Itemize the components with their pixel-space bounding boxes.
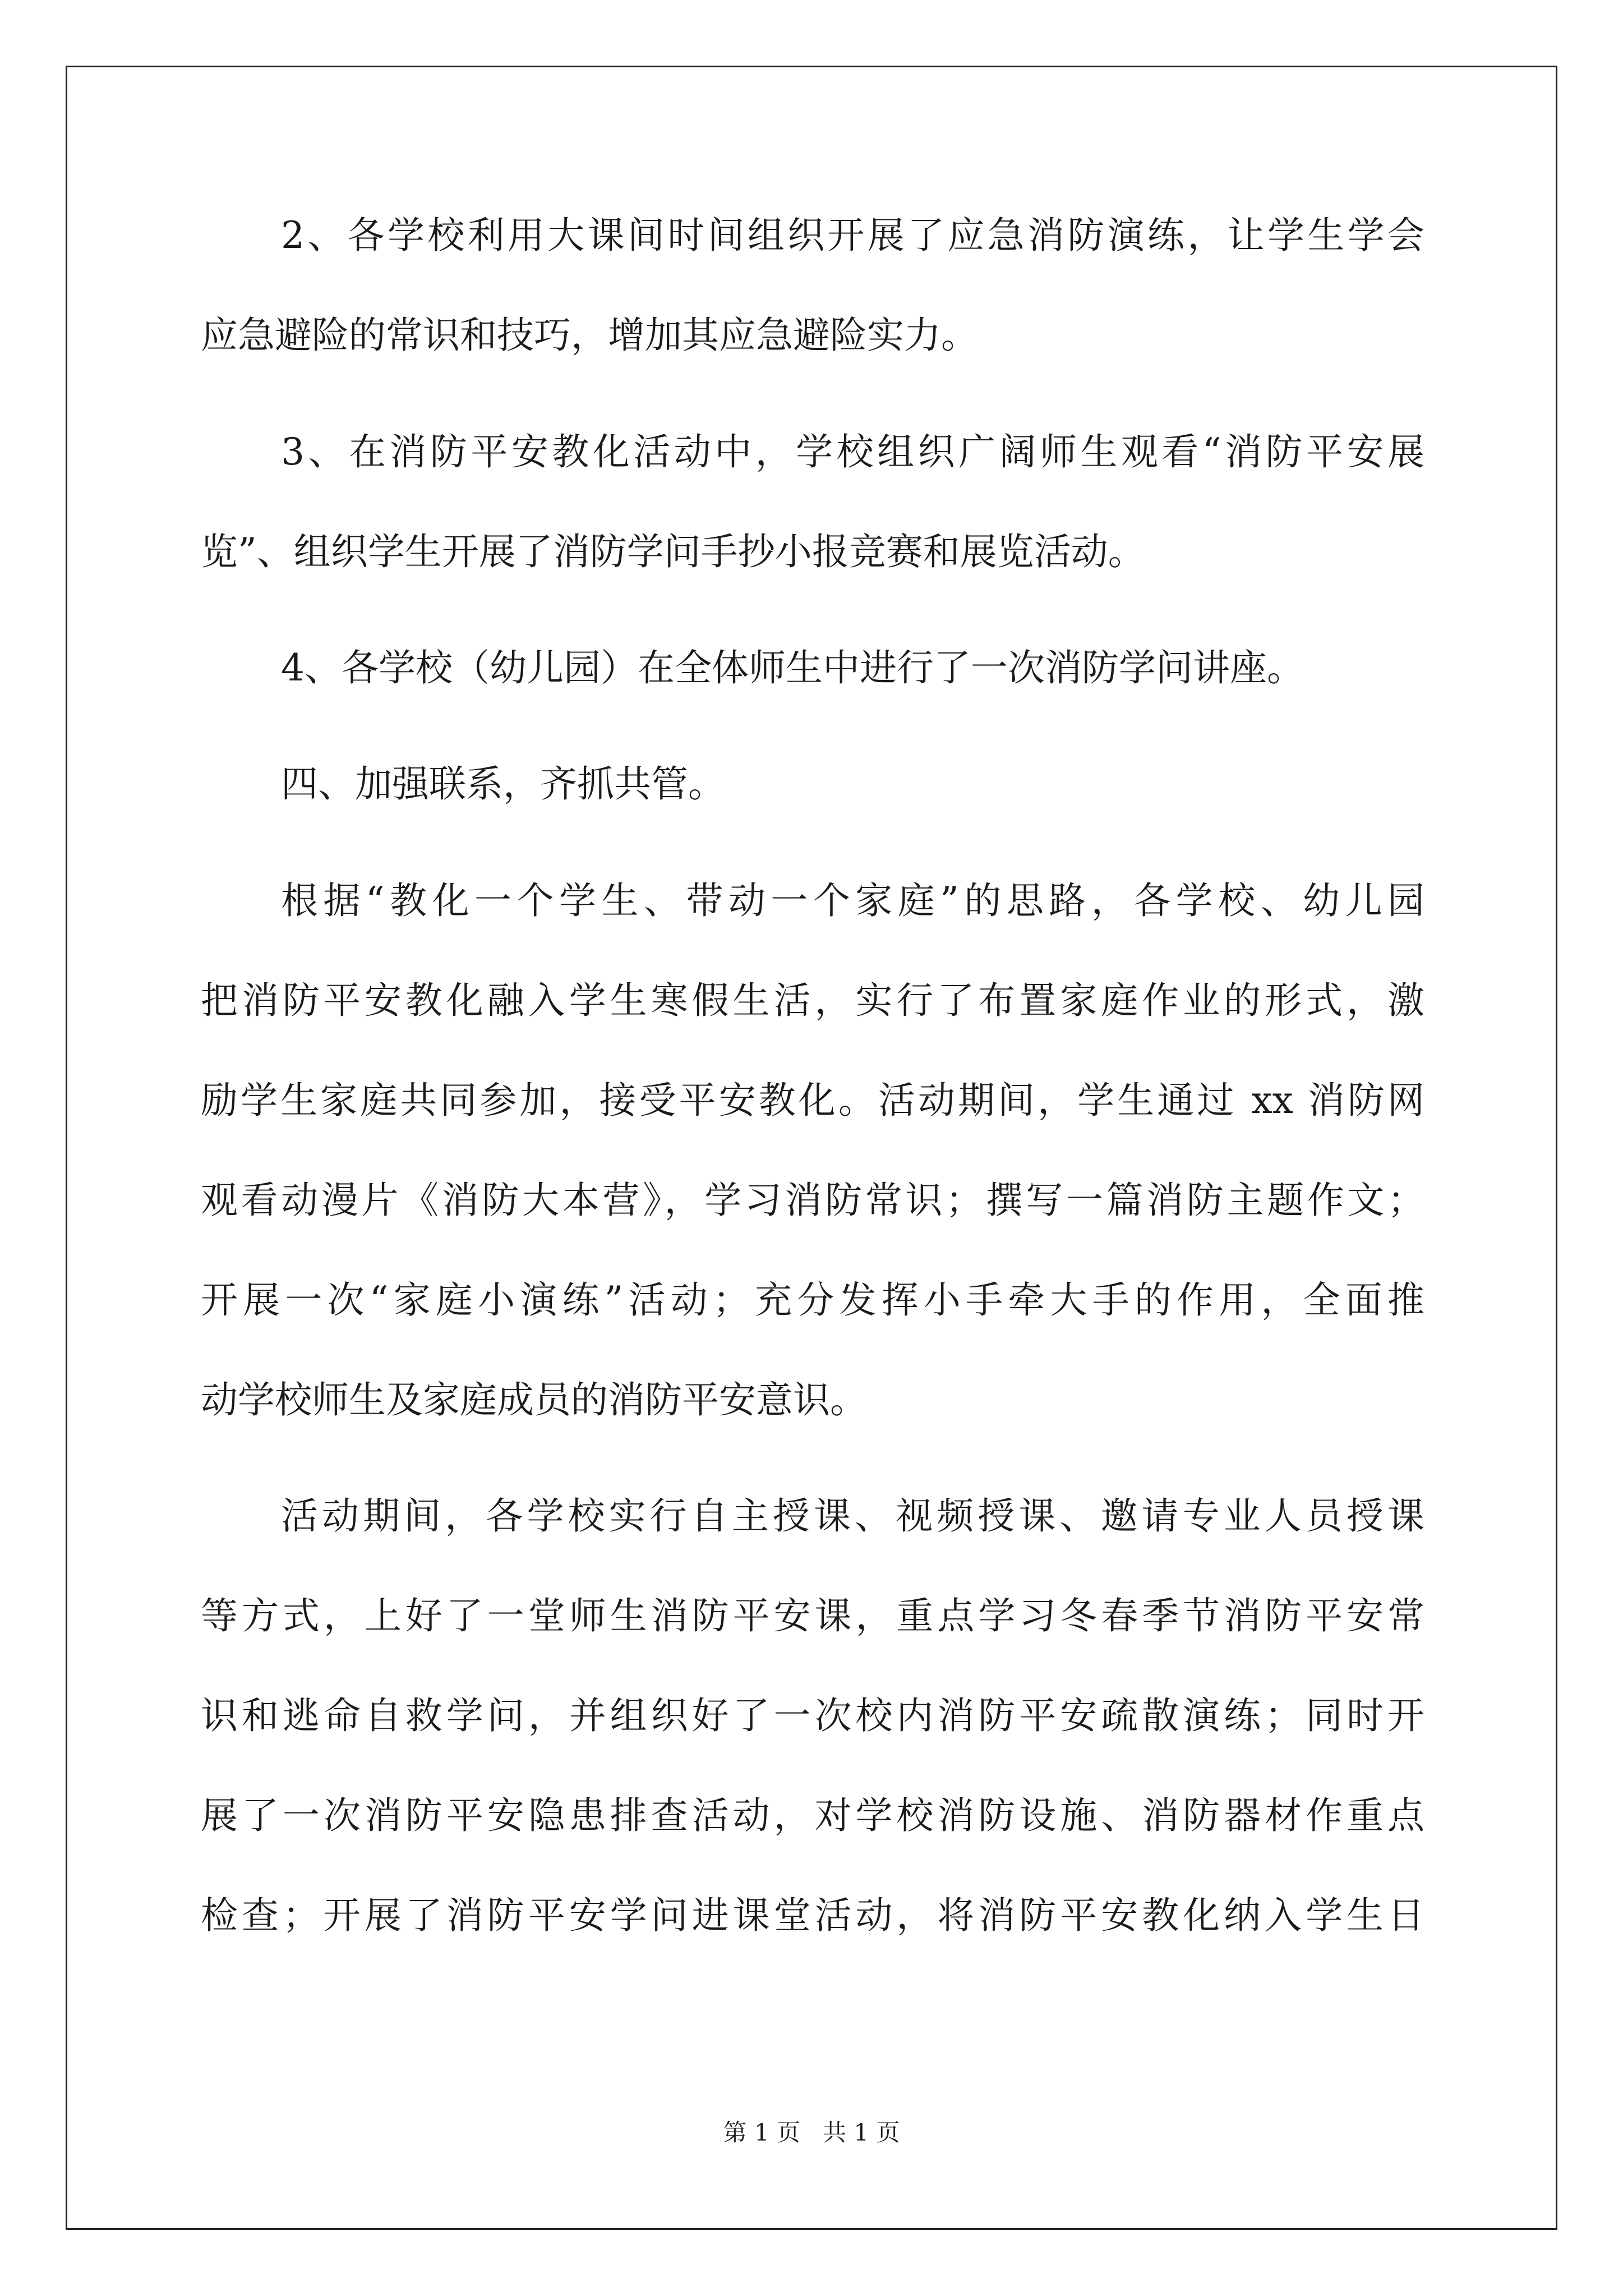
text-line: 活动期间，各学校实行自主授课、视频授课、邀请专业人员授课 xyxy=(281,1494,1424,1538)
text-line: 根据“教化一个学生、带动一个家庭”的思路，各学校、幼儿园 xyxy=(281,879,1424,922)
text-line: 览”、组织学生开展了消防学问手抄小报竞赛和展览活动。 xyxy=(201,530,1145,573)
text-line: 展了一次消防平安隐患排查活动，对学校消防设施、消防器材作重点 xyxy=(201,1794,1424,1837)
text-line: 2、各学校利用大课间时间组织开展了应急消防演练，让学生学会 xyxy=(281,214,1424,257)
page-number: 第 1 页 xyxy=(723,2119,800,2146)
text-line: 识和逃命自救学问，并组织好了一次校内消防平安疏散演练；同时开 xyxy=(201,1694,1424,1737)
text-line: 观看动漫片《消防大本营》，学习消防常识；撰写一篇消防主题作文； xyxy=(201,1179,1424,1222)
text-line: 开展一次“家庭小演练”活动；充分发挥小手牵大手的作用，全面推 xyxy=(201,1278,1424,1322)
page-total: 共 1 页 xyxy=(823,2119,900,2146)
text-line: 检查；开展了消防平安学问进课堂活动，将消防平安教化纳入学生日 xyxy=(201,1894,1424,1937)
text-line: 把消防平安教化融入学生寒假生活，实行了布置家庭作业的形式，激 xyxy=(201,979,1424,1022)
section-heading: 四、加强联系，齐抓共管。 xyxy=(281,762,725,806)
text-line: 4、各学校（幼儿园）在全体师生中进行了一次消防学问讲座。 xyxy=(281,646,1304,689)
text-line: 等方式，上好了一堂师生消防平安课，重点学习冬春季节消防平安常 xyxy=(201,1594,1424,1637)
text-line: 动学校师生及家庭成员的消防平安意识。 xyxy=(201,1378,867,1421)
page-footer xyxy=(0,2116,1623,2150)
text-line: 应急避险的常识和技巧，增加其应急避险实力。 xyxy=(201,314,978,357)
text-line: 3、在消防平安教化活动中，学校组织广阔师生观看“消防平安展 xyxy=(281,430,1424,473)
text-line: 励学生家庭共同参加，接受平安教化。活动期间，学生通过 xx 消防网 xyxy=(201,1079,1424,1122)
